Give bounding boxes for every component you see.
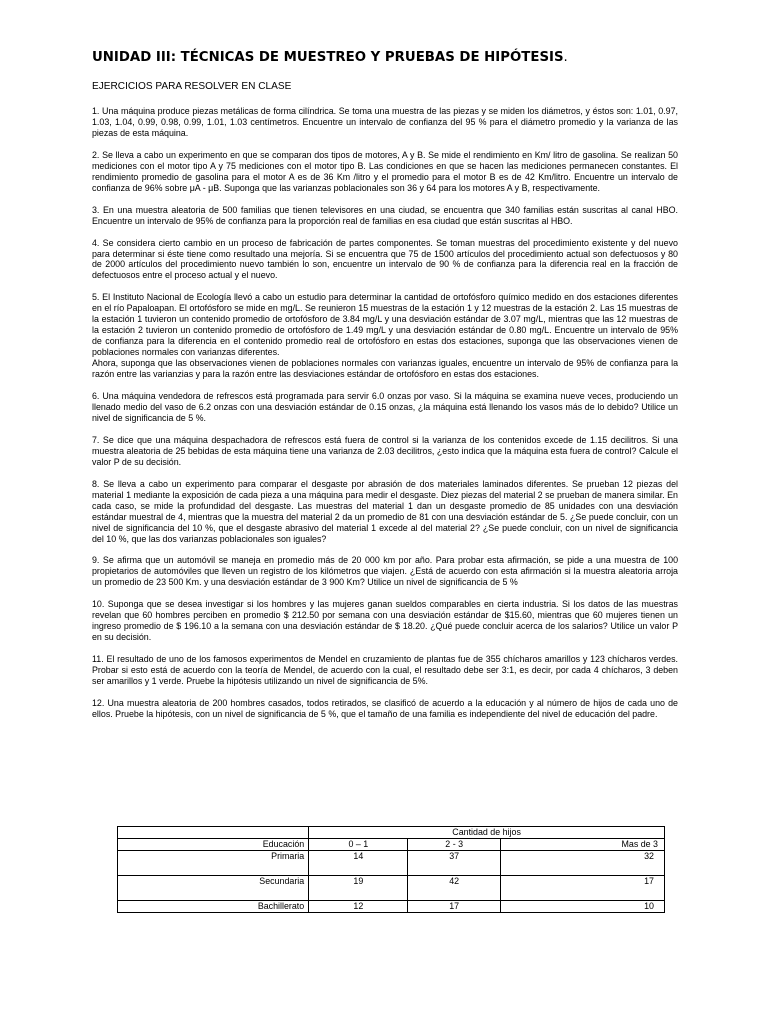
table-cell: 19 <box>309 876 408 901</box>
exercise-text: 5. El Instituto Nacional de Ecología llevó a cabo un estudio para determinar la cantidad de ortofósforo químico medido en dos estaciones diferentes en el río Papaloapan. El ortofósforo se mide en mg/L. Se reunieron 15 muestras de la estación 1 y 12 muestras de la estación 2. Las 15 muestras de la estación 1 tuvieron un contenido promedio de ortofósforo de 3.84 mg/L y una desviación estándar de 3.07 mg/L, mientras que las 12 muestras de la estación 2 tuvieron un contenido promedio de ortofósforo de 1.49 mg/L y una desviación estándar de 0.80 mg/L. Encuentre un intervalo de 95% de confianza para la diferencia en el contenido promedio real de ortofósforo en estas dos estaciones, suponga que las observaciones vienen de poblaciones normales con varianzas diferentes. <box>92 292 678 358</box>
table-cell: 32 <box>500 851 664 876</box>
table-cell: 14 <box>309 851 408 876</box>
exercise-text: 7. Se dice que una máquina despachadora de refrescos está fuera de control si la varianza de los contenidos excede de 1.15 decilitros. Si una muestra aleatoria de 25 bebidas de esta máquina tiene una varianza de 2.03 decilitros, ¿esto indica que la máquina esta fuera de control? Calcule el valor P de su decisión. <box>92 434 678 467</box>
exercise-item <box>92 654 678 687</box>
document-page <box>92 48 678 731</box>
exercise-item <box>92 292 678 380</box>
exercise-item <box>92 391 678 424</box>
exercise-item <box>92 106 678 139</box>
exercise-item <box>92 435 678 468</box>
table-cell: 12 <box>309 901 408 913</box>
table-cell: 37 <box>408 851 500 876</box>
exercise-text: 3. En una muestra aleatoria de 500 familias que tienen televisores en una ciudad, se encuentra que 340 familias están suscritas al canal HBO. Encuentre un intervalo de 95% de confianza para la proporción real de familias en esa ciudad que están suscritas al HBO. <box>92 204 678 226</box>
exercise-text: 4. Se considera cierto cambio en un proceso de fabricación de partes componentes. Se toman muestras del procedimiento existente y del nuevo para determinar si éste tiene como resultado una mejoría. Si se encuentra que 75 de 1500 artículos del procedimiento actual son defectuosos y 80 de 2000 artículos del procedimiento nuevo también lo son, encuentre un intervalo de 90 % de confianza para la diferencia real en la fracción de defectuosos entre el proceso actual y el nuevo. <box>92 237 678 281</box>
table-col-header: 0 – 1 <box>309 839 408 851</box>
exercise-item <box>92 205 678 227</box>
exercise-text-continued: Ahora, suponga que las observaciones vienen de poblaciones normales con varianzas iguales, encuentre un intervalo de 95% de confianza para la razón entre las varianzias y para la razón entre las desviaciones estándar de ortofósforo en estas dos estaciones. <box>92 358 678 380</box>
exercise-text: 8. Se lleva a cabo un experimento para comparar el desgaste por abrasión de dos materiales laminados diferentes. Se prueban 12 piezas del material 1 mediante la exposición de cada pieza a una máquina para medir el desgaste. Diez piezas del material 2 se prueban de manera similar. En cada caso, se mide la profundidad del desgaste. Las muestras del material 1 dan un desgaste promedio de 85 unidades con una desviación estándar muestral de 4, mientras que la muestra del material 2 da un promedio de 81 con una desviación estándar de 5. ¿Se puede concluir, con un nivel de significancia del 10 %, que el desgaste abrasivo del material 1 excede al del material 2? ¿Se puede concluir, con un nivel de significancia del 10 %, que las dos varianzas poblacionales son iguales? <box>92 478 678 544</box>
table-row-label: Bachillerato <box>118 901 309 913</box>
table-row-header: Educación <box>118 839 309 851</box>
table-row <box>118 851 665 876</box>
exercise-text: 11. El resultado de uno de los famosos experimentos de Mendel en cruzamiento de plantas fue de 355 chícharos amarillos y 123 chícharos verdes. Probar si esto está de acuerdo con la teoría de Mendel, de acuerdo con la cual, el resultado debe ser 3:1, es decir, por cada 4 chícharos, 3 deben ser amarillos y 1 verde. Pruebe la hipótesis utilizando un nivel de significancia de 5%. <box>92 654 678 687</box>
exercise-item <box>92 599 678 643</box>
document-title: UNIDAD III: TÉCNICAS DE MUESTREO Y PRUEBAS DE HIPÓTESIS. <box>92 50 568 65</box>
table-col-header: 2 - 3 <box>408 839 500 851</box>
table-group-header: Cantidad de hijos <box>309 827 665 839</box>
exercise-list <box>92 106 678 720</box>
exercise-text: 12. Una muestra aleatoria de 200 hombres casados, todos retirados, se clasificó de acuerdo a la educación y al número de hijos de cada uno de ellos. Pruebe la hipótesis, con un nivel de significancia de 5 %, que el tamaño de una familia es independiente del nivel de educación del padre. <box>92 697 678 719</box>
table-cell: 17 <box>408 901 500 913</box>
exercise-text: 9. Se afirma que un automóvil se maneja en promedio más de 20 000 km por año. Para probar esta afirmación, se pide a una muestra de 100 propietarios de automóviles que lleven un registro de los kilómetros que viajen. ¿Está de acuerdo con esta afirmación si la muestra aleatoria arroja un promedio de 23 500 Km. y una desviación estándar de 3 900 Km? Utilice un nivel de significancia de 5 % <box>92 555 678 588</box>
table-cell: 42 <box>408 876 500 901</box>
exercise-item <box>92 698 678 720</box>
table-row-label: Secundaria <box>118 876 309 901</box>
exercise-text: 10. Suponga que se desea investigar si los hombres y las mujeres ganan sueldos comparables en cierta industria. Si los datos de las muestras revelan que 60 hombres perciben en promedio $ 212.50 por semana con una desviación estándar de $15.60, mientras que 60 mujeres tienen un ingreso promedio de $ 196.10 a la semana con una desviación estándar de $ 18.20. ¿Qué puede concluir acerca de los salarios? Utilice un valor P en su decisión. <box>92 599 678 643</box>
table-cell: 17 <box>500 876 664 901</box>
table-row <box>118 876 665 901</box>
table-row-label: Primaria <box>118 851 309 876</box>
exercise-item <box>92 479 678 545</box>
exercise-item <box>92 238 678 282</box>
table-cell: 10 <box>500 901 664 913</box>
exercise-text: 1. Una máquina produce piezas metálicas de forma cilíndrica. Se toma una muestra de las piezas y se miden los diámetros, y éstos son: 1.01, 0.97, 1.03, 1.04, 0.99, 0.98, 0.99, 1.01, 1.03 centímetros. Encuentre un intervalo de confianza del 95 % para el diámetro promedio y la varianza de las piezas de esta máquina. <box>92 106 678 138</box>
table-row <box>118 901 665 913</box>
education-children-table <box>117 826 665 913</box>
exercise-text: 2. Se lleva a cabo un experimento en que se comparan dos tipos de motores, A y B. Se mide el rendimiento en Km/ litro de gasolina. Se realizan 50 mediciones con el motor tipo A y 75 mediciones con el motor tipo B. Las condiciones en que se hacen las mediciones permanecen constantes. El rendimiento promedio de gasolina para el motor A es de 36 Km /litro y el promedio para el motor B es de 42 Km/litro. Encuentre un intervalo de confianza de 96% sobre μA - μB. Suponga que las varianzas poblacionales son 36 y 64 para los motores A y B, respectivamente. <box>92 149 678 193</box>
table-col-header: Mas de 3 <box>500 839 664 851</box>
exercise-item <box>92 555 678 588</box>
exercise-text: 6. Una máquina vendedora de refrescos está programada para servir 6.0 onzas por vaso. Si la máquina se examina nueve veces, produciendo un llenado medio del vaso de 6.2 onzas con una desviación estándar de 0.15 onzas, ¿la máquina está llenando los vasos más de lo debido? Utilice un nivel de significancia de 5 %. <box>92 391 678 423</box>
exercise-item <box>92 150 678 194</box>
table-corner <box>118 827 309 839</box>
document-subtitle: EJERCICIOS PARA RESOLVER EN CLASE <box>92 81 292 92</box>
